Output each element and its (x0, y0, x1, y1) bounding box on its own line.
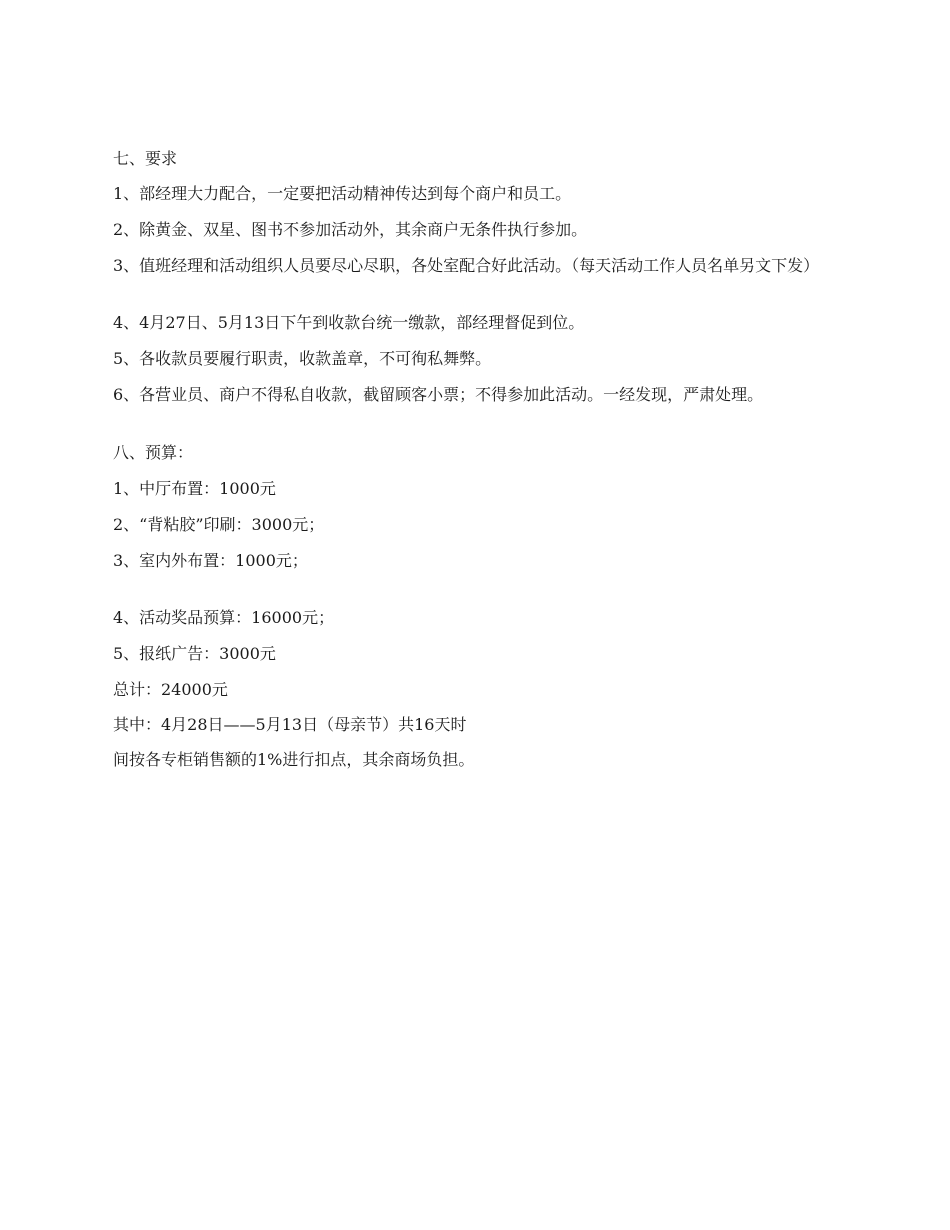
requirement-item-5: 5、各收款员要履行职责，收款盖章，不可徇私舞弊。 (113, 349, 492, 368)
budget-item-4: 4、活动奖品预算：16000元； (113, 608, 335, 627)
budget-note-line-1: 其中：4月28日——5月13日（母亲节）共16天时 (113, 715, 467, 734)
requirement-item-2: 2、除黄金、双星、图书不参加活动外，其余商户无条件执行参加。 (113, 220, 588, 239)
budget-item-1: 1、中厅布置：1000元 (113, 479, 276, 498)
section-7-heading: 七、要求 (113, 149, 178, 168)
budget-total: 总计：24000元 (113, 680, 228, 699)
budget-item-5: 5、报纸广告：3000元 (113, 644, 276, 663)
requirement-item-1: 1、部经理大力配合，一定要把活动精神传达到每个商户和员工。 (113, 184, 572, 203)
requirement-item-4: 4、4月27日、5月13日下午到收款台统一缴款，部经理督促到位。 (113, 313, 585, 332)
requirement-item-6: 6、各营业员、商户不得私自收款，截留顾客小票；不得参加此活动。一经发现，严肃处理。 (113, 385, 764, 404)
budget-item-3: 3、室内外布置：1000元； (113, 551, 308, 570)
section-8-heading: 八、预算： (113, 443, 194, 462)
budget-note-line-2: 间按各专柜销售额的1%进行扣点，其余商场负担。 (113, 750, 475, 769)
budget-item-2: 2、“背粘胶”印刷：3000元； (113, 515, 325, 534)
requirement-item-3: 3、值班经理和活动组织人员要尽心尽职，各处室配合好此活动。（每天活动工作人员名单另文下发） (113, 256, 820, 275)
